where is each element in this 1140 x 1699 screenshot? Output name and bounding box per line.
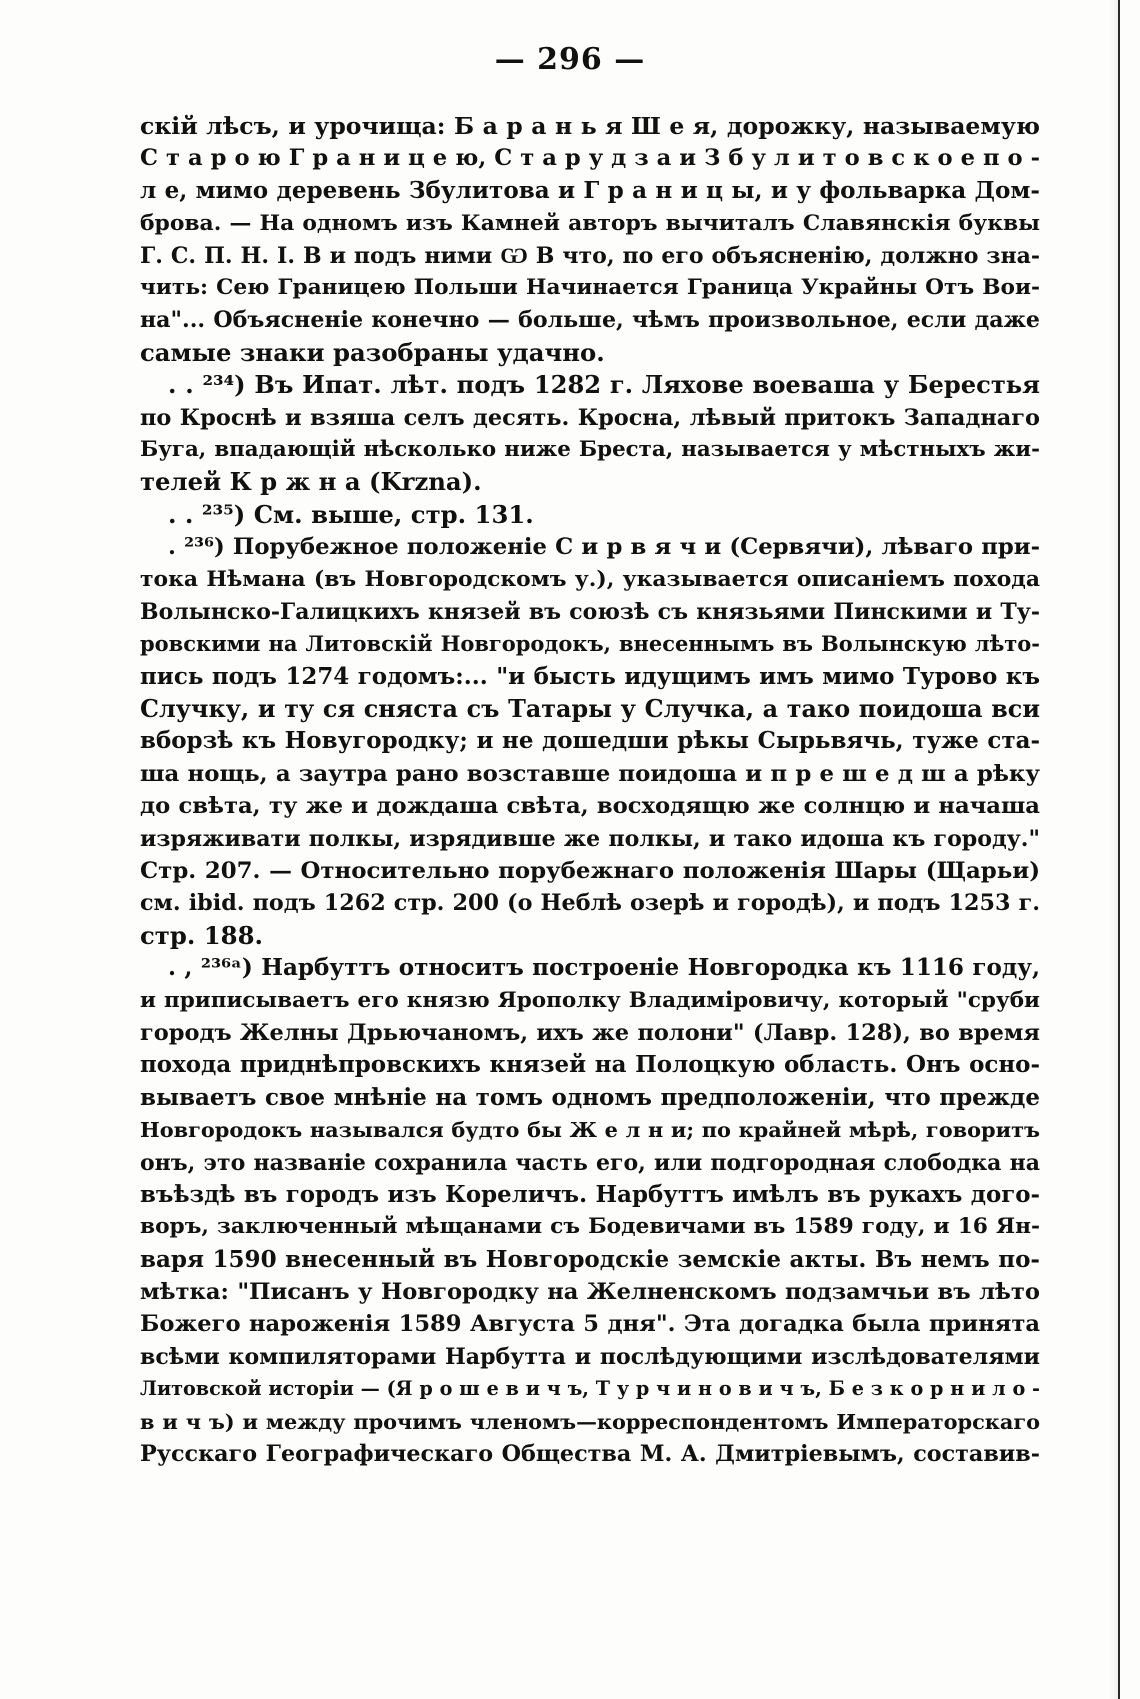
text-line: въѣздѣ въ городъ изъ Кореличъ. Нарбуттъ имѣлъ въ рукахъ дого- <box>140 1181 1040 1208</box>
text-line: ровскими на Литовскій Новгородокъ, внесеннымъ въ Волынскую лѣто- <box>140 631 1040 657</box>
text-line: Г. С. П. Н. І. В и подъ ними Ѡ В что, по его объясненію, должно зна- <box>140 242 1040 269</box>
text-line: Буга, впадающій нѣсколько ниже Бреста, называется у мѣстныхъ жи- <box>140 436 1040 462</box>
text-line: . ²³⁶) Порубежное положеніе С и р в я ч и (Сервячи), лѣваго при- <box>168 534 1040 561</box>
text-line: Волынско-Галицкихъ князей въ союзѣ съ князьями Пинскими и Ту- <box>140 598 1040 625</box>
text-line: чить: Сею Границею Польши Начинается Граница Украйны Отъ Вои- <box>140 274 1040 300</box>
text-line: Литовской исторіи — (Я р о ш е в и ч ъ, Т у р ч и н о в и ч ъ, Б е з к о р н и л о - <box>140 1377 1040 1401</box>
text-line: тока Нѣмана (въ Новгородскомъ у.), указывается описаніемъ похода <box>140 566 1040 593</box>
text-line: Русскаго Географическаго Общества М. А. Дмитріевымъ, составив- <box>140 1441 1040 1468</box>
text-line: вборзѣ къ Новугородку; и не дошедши рѣкы Сырьвячь, туже ста- <box>140 727 1040 755</box>
text-line: брова. — На одномъ изъ Камней авторъ вычиталъ Славянскія буквы <box>140 210 1040 237</box>
page-number: — 296 — <box>494 42 646 77</box>
text-line: Божего нароженія 1589 Августа 5 дня". Эта догадка была принята <box>140 1311 1040 1338</box>
body-text <box>140 110 1040 1470</box>
text-line: телей К р ж н а (Krzna). <box>140 467 482 497</box>
text-line: Случку, и ту ся сняста съ Татары у Случка, а тако поидоша вси <box>140 695 1040 724</box>
text-line: вываетъ свое мнѣніе на томъ одномъ предположеніи, что прежде <box>140 1083 1040 1111</box>
text-line: онъ, это названіе сохранила часть его, или подгородная слободка на <box>140 1149 1040 1176</box>
text-line: городъ Желны Дрьючаномъ, ихъ же полони" (Лавр. 128), во время <box>140 1019 1040 1046</box>
text-line: Стр. 207. — Относительно порубежнаго положенія Шары (Щарьи) <box>140 857 1040 884</box>
text-line: ша нощь, а заутра рано возставше поидоша и п р е ш е д ш а рѣку <box>140 760 1040 787</box>
text-line: до свѣта, ту же и дождаша свѣта, восходящю же солнцю и начаша <box>140 793 1040 820</box>
text-line: на"... Объясненіе конечно — больше, чѣмъ произвольное, если даже <box>140 307 1040 334</box>
text-line: похода приднѣпровскихъ князей на Полоцкую область. Онъ осно- <box>140 1051 1040 1079</box>
text-line: варя 1590 внесенный въ Новгородскіе земскіе акты. Въ немъ по- <box>140 1245 1040 1273</box>
text-line: стр. 188. <box>140 920 263 950</box>
text-line: см. ibid. подъ 1262 стр. 200 (о Неблѣ озерѣ и городѣ), и подъ 1253 г. <box>140 890 1040 917</box>
text-line: самые знаки разобраны удачно. <box>140 337 605 367</box>
text-line: Новгородокъ назывался будто бы Ж е л н и; по крайней мѣрѣ, говоритъ <box>140 1117 1040 1143</box>
text-line: пись подъ 1274 годомъ:... "и бысть идущимъ имъ мимо Турово къ <box>140 662 1040 690</box>
text-line: л е, мимо деревень Збулитова и Г р а н и ц ы, и у фольварка Дом- <box>140 176 1040 204</box>
text-line: . . ²³⁵) См. выше, стр. 131. <box>168 499 534 529</box>
text-line: и приписываетъ его князю Ярополку Владиміровичу, который "сруби <box>140 987 1040 1013</box>
text-line: С т а р о ю Г р а н и ц е ю, С т а р у д з а и З б у л и т о в с к о е п о - <box>140 145 1040 172</box>
text-line: мѣтка: "Писанъ у Новгородку на Желненскомъ подзамчьи въ лѣто <box>140 1279 1040 1306</box>
text-line: всѣми компиляторами Нарбутта и послѣдующими изслѣдователями <box>140 1343 1040 1370</box>
page-edge-line <box>1118 0 1120 1699</box>
text-line: изряживати полкы, изрядивше же полкы, и тако идоша къ городу." <box>140 825 1040 852</box>
text-line: воръ, заключенный мѣщанами съ Бодевичами въ 1589 году, и 16 Ян- <box>140 1214 1040 1240</box>
text-line: скій лѣсъ, и урочища: Б а р а н ь я Ш е я, дорожку, называемую <box>140 112 1040 140</box>
text-line: . . ²³⁴) Въ Ипат. лѣт. подъ 1282 г. Ляхове воеваша у Берестья <box>168 370 1040 400</box>
text-line: в и ч ъ) и между прочимъ членомъ—корреспондентомъ Императорскаго <box>140 1408 1040 1434</box>
text-line: . , ²³⁶ᵃ) Нарбуттъ относитъ построеніе Новгородка къ 1116 году, <box>168 954 1040 982</box>
text-line: по Кроснѣ и взяша селъ десять. Кросна, лѣвый притокъ Западнаго <box>140 404 1040 431</box>
